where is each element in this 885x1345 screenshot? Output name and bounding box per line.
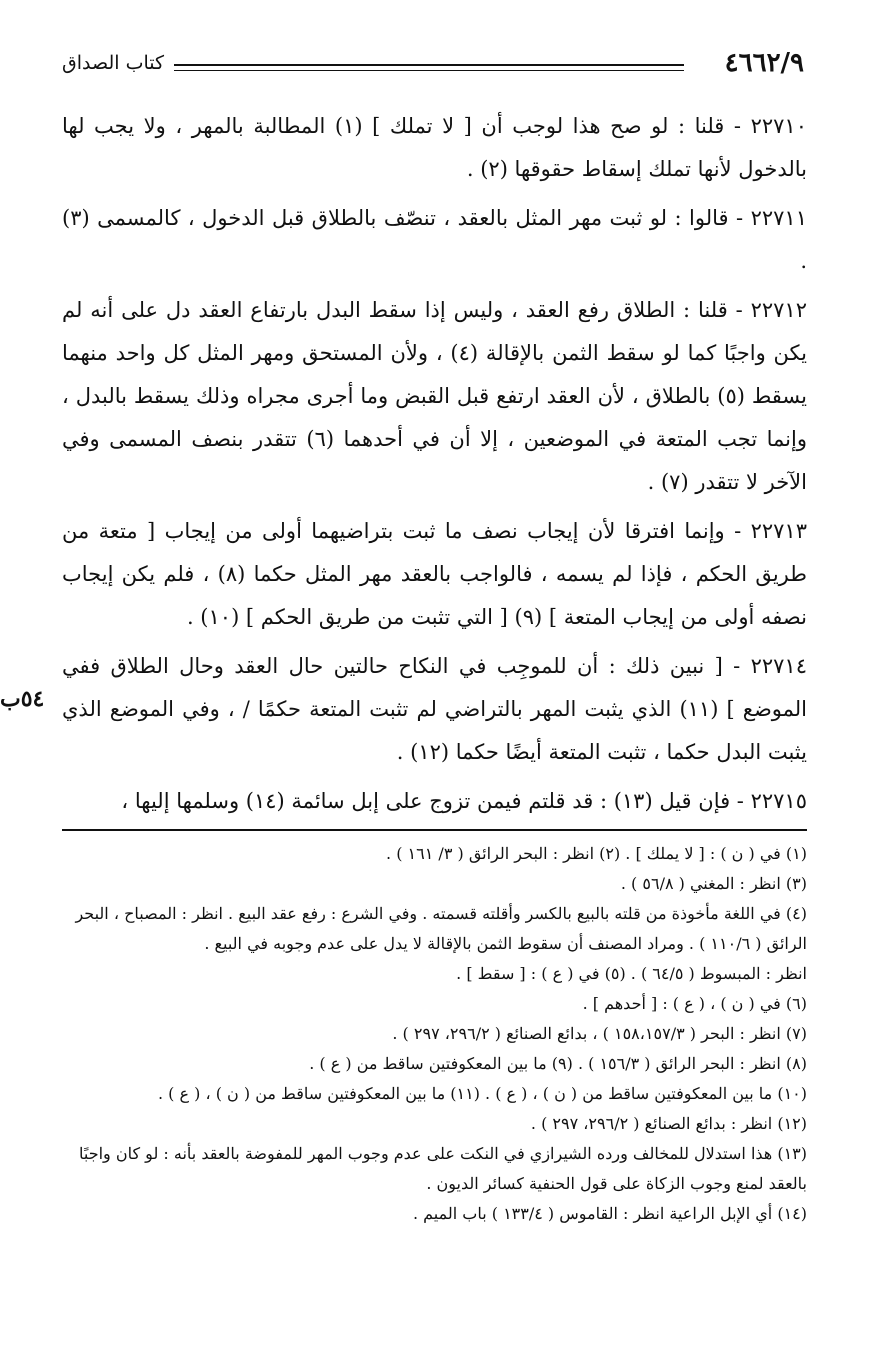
paragraph-22713: ٢٢٧١٣ - وإنما افترقا لأن إيجاب نصف ما ثبت بتراضيهما أولى من إيجاب [ متعة من طريق الحكم ، فإذا لم يسمه ، فالواجب بالعقد مهر المثل حكما (٨) ، فلم يكن إيجاب نصفه أولى من إيجاب المتعة ] (٩) [ التي تثبت من طريق الحكم ] (١٠) .: [62, 519, 807, 629]
footnote-line: (٧) انظر : البحر ( ١٥٨،١٥٧/٣ ) ، بدائع الصنائع ( ٢٩٦/٢، ٢٩٧ ) .: [392, 1024, 807, 1043]
header-rule: [174, 64, 684, 71]
paragraph-22715: ٢٢٧١٥ - فإن قيل (١٣) : قد قلتم فيمن تزوج على إبل سائمة (١٤) وسلمها إليها ،: [62, 780, 807, 831]
page-number: ٤٦٦٢/٩: [724, 48, 804, 78]
footnote-line: (١٤) أي الإبل الراعية انظر : القاموس ( ١٣٣/٤ ) باب الميم .: [412, 1204, 807, 1223]
footnote-line: (١٠) ما بين المعكوفتين ساقط من ( ن ) ، ( ع ) . (١١) ما بين المعكوفتين ساقط من ( ن ) ، ( ع ) .: [157, 1084, 807, 1103]
footnote-line: (٣) انظر : المغني ( ٥٦/٨ ) .: [620, 874, 807, 893]
paragraph-22712: ٢٢٧١٢ - قلنا : الطلاق رفع العقد ، وليس إذا سقط البدل بارتفاع العقد دل على أنه لم يكن واجبًا كما لو سقط الثمن بالإقالة (٤) ، ولأن المستحق ومهر المثل كل واحد منهما يسقط (٥) بالطلاق ، لأن العقد ارتفع قبل القبض وما أجرى مجراه وذلك يسقط بالبدل ، وإنما تجب المتعة في الموضعين ، إلا أن في أحدهما (٦) تتقدر بنصف المسمى وفي الآخر لا تتقدر (٧) .: [62, 298, 807, 494]
page-header: [62, 48, 804, 88]
main-text: [62, 105, 807, 1229]
manuscript-folio-mark: ٥٤ب: [0, 686, 45, 712]
footnote-line: (١) في ( ن ) : [ لا يملك ] . (٢) انظر : البحر الرائق ( ٣/ ١٦١ ) .: [386, 844, 807, 863]
paragraph-22711: ٢٢٧١١ - قالوا : لو ثبت مهر المثل بالعقد ، تنصّف بالطلاق قبل الدخول ، كالمسمى (٣) .: [62, 206, 807, 273]
book-title: كتاب الصداق: [62, 52, 165, 74]
footnotes: [62, 839, 807, 1229]
footnote-line: (٨) انظر : البحر الرائق ( ١٥٦/٣ ) . (٩) ما بين المعكوفتين ساقط من ( ع ) .: [309, 1054, 807, 1073]
footnote-line: (٦) في ( ن ) ، ( ع ) : [ أحدهم ] .: [582, 994, 807, 1013]
footnote-line: (١٢) انظر : بدائع الصنائع ( ٢٩٦/٢، ٢٩٧ ) .: [530, 1114, 807, 1133]
paragraph-22714: ٢٢٧١٤ - [ نبين ذلك : أن للموجِب في النكاح حالتين حال العقد وحال الطلاق ففي الموضع ] (١١) الذي يثبت المهر بالتراضي لم تثبت المتعة حكمًا / ، وفي الموضع الذي يثبت البدل حكما ، تثبت المتعة أيضًا حكما (١٢) .: [62, 654, 807, 764]
footnote-line: انظر : المبسوط ( ٦٤/٥ ) . (٥) في ( ع ) : [ سقط ] .: [456, 964, 807, 983]
footnote-line: (١٣) هذا استدلال للمخالف ورده الشيرازي في النكت على عدم وجوب المهر للمفوضة بالعقد بأنه : لو كان واجبًا بالعقد لمنع وجوب الزكاة على قول الحنفية كسائر الديون .: [79, 1144, 807, 1193]
footnote-line: (٤) في اللغة مأخوذة من قلته بالبيع بالكسر وأقلته قسمته . وفي الشرع : رفع عقد البيع . انظر : المصباح ، البحر الرائق ( ١١٠/٦ ) . ومراد المصنف أن سقوط الثمن بالإقالة لا يدل على عدم وجوبه في البيع .: [75, 904, 807, 953]
paragraph-22710: ٢٢٧١٠ - قلنا : لو صح هذا لوجب أن [ لا تملك ] (١) المطالبة بالمهر ، ولا يجب لها بالدخول لأنها تملك إسقاط حقوقها (٢) .: [62, 114, 807, 181]
